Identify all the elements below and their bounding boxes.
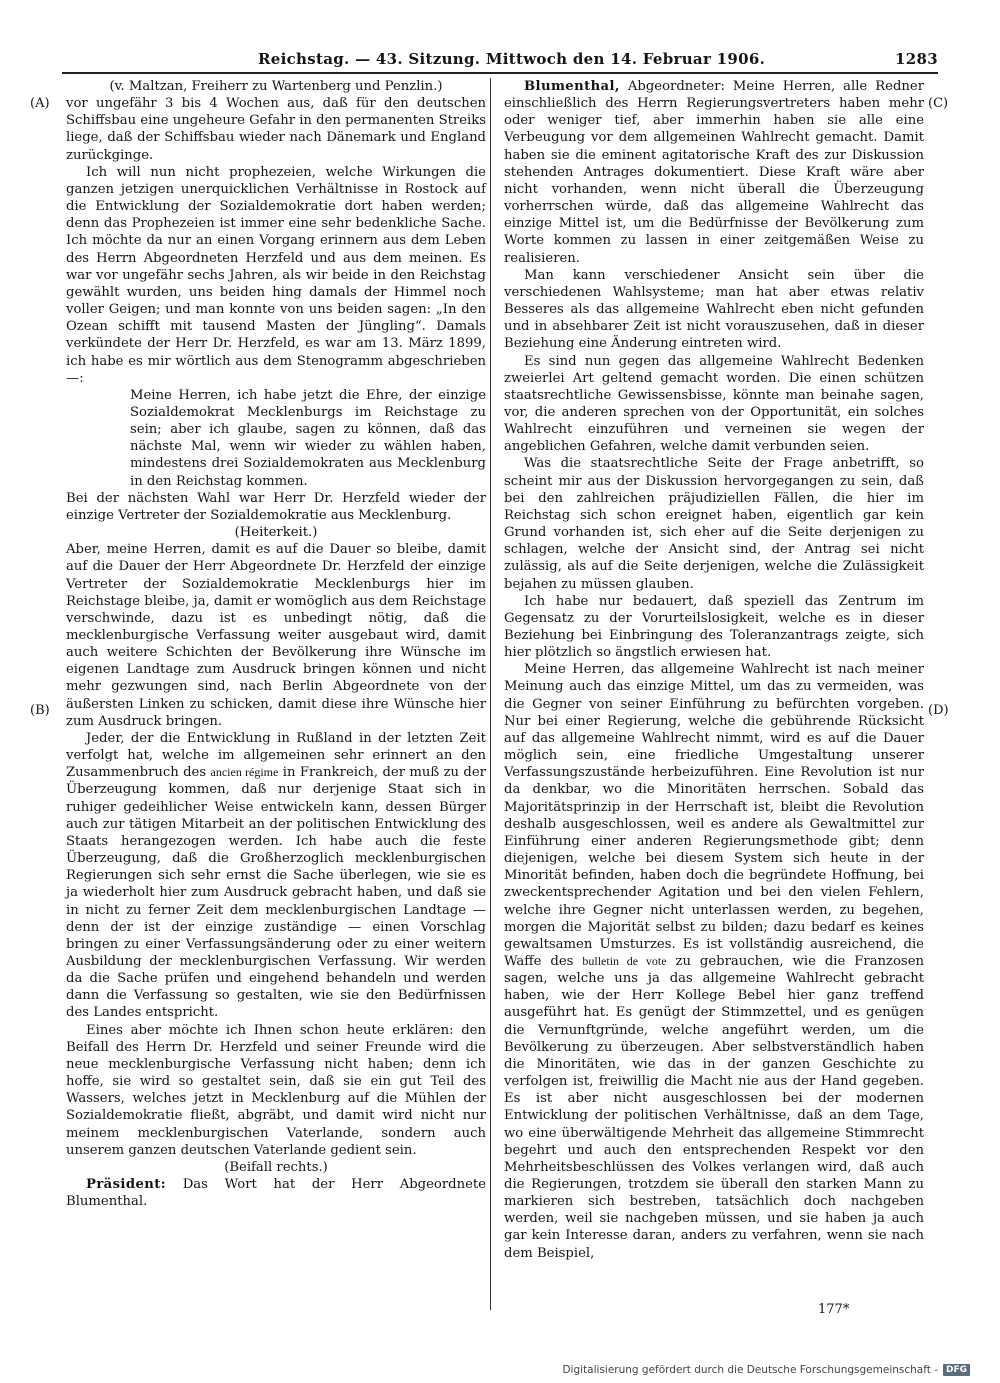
margin-marker-a: (A): [30, 96, 50, 111]
header-rule: [62, 72, 938, 74]
paragraph: Man kann verschiedener Ansicht sein über die verschiedenen Wahlsysteme; man hat aber etwas relativ Besseres als das allgemeine Wahlrecht eben nicht gefunden und in absehbarer Zeit ist nicht vorauszusehen, daß in dieser Beziehung eine Änderung eintreten wird.: [504, 267, 924, 352]
text-run: zu gebrauchen, wie die Franzosen sagen, welche uns ja das allgemeine Wahlrecht gebracht haben, wie der Herr Kollege Bebel hier ganz treffend ausgeführt hat. Es genügt der Stimmzettel, und es genügen die Vernunftgründe, welche angeführt werden, um die Bevölkerung zu überzeugen. Aber selbstverständlich haben die Minoritäten, wie das in der ganzen Geschichte zu verfolgen ist, freiwillig die Macht nie aus der Hand gegeben. Es ist aber nicht ausgeschlossen bei der modernen Entwicklung der politischen Verhältnisse, daß an dem Tage, wo eine überwältigende Mehrheit das allgemeine Stimmrecht begehrt und auch den entsprechenden Respekt vor den Mehrheitsbeschlüssen des Volkes verlangen wird, daß auch die Regierungen, trotzdem sie überall den starken Mann zu markieren sich bestreben, tatsächlich doch nachgeben werden, weil sie nachgeben müssen, und sie haben ja auch gar kein Interesse daran, anders zu verfahren, wenn sie nach dem Beispiel,: [504, 953, 925, 1261]
reaction-note: (Beifall rechts.): [224, 1159, 328, 1175]
paragraph: [66, 730, 486, 1022]
paragraph: Aber, meine Herren, damit es auf die Dauer so bleibe, damit auf die Dauer der Herr Abgeordnete Dr. Herzfeld der einzige Vertreter der Sozialdemokratie Mecklenburgs hier im Reichstage bleibe, ja, damit er womöglich aus dem Reichstage verschwinde, dazu ist es unbedingt nötig, daß die mecklenburgische Verfassung weiter ausgebaut wird, damit auch weitere Schichten der Bevölkerung ihre Wünsche im eigenen Landtage zum Ausdruck bringen können und nicht mehr gezwungen sind, nach Berlin Abgeordnete von der äußersten Linken zu schicken, damit diese ihre Wünsche hier zum Ausdruck bringen.: [66, 542, 486, 729]
margin-marker-c: (C): [928, 96, 949, 111]
column-divider: [490, 78, 491, 1310]
margin-marker-d: (D): [928, 703, 949, 718]
margin-marker-b: (B): [30, 703, 50, 718]
paragraph: Ich will nun nicht prophezeien, welche Wirkungen die ganzen jetzigen unerquicklichen Verhältnisse in Rostock auf die Entwicklung der Sozialdemokratie dort haben werden; denn das Prophezeien ist immer eine sehr bedenkliche Sache. Ich möchte da nur an einen Vorgang erinnern aus dem Leben des Herrn Abgeordneten Herzfeld und aus dem meinen. Es war vor ungefähr sechs Jahren, als wir beide in den Reichstag gewählt wurden, uns beiden hing damals der Himmel noch voller Geigen; und man konnte von uns beiden sagen: „In den Ozean schifft mit tausend Masten der Jüngling“. Damals verkündete der Herr Dr. Herzfeld, es war am 13. März 1899, ich habe es mir wörtlich aus dem Stenogramm abgeschrieben —:: [66, 164, 486, 386]
running-head: Reichstag. — 43. Sitzung. Mittwoch den 14. Februar 1906.: [258, 50, 766, 68]
paragraph: [504, 661, 924, 1261]
text-run: Abgeordneter: Meine Herren, alle Redner einschließlich des Herrn Regierungsvertreters haben mehr oder weniger tief, aber immerhin haben sie alle eine Verbeugung vor dem allgemeinen Wahlrecht gemacht. Damit haben sie die eminent agitatorische Kraft des zur Diskussion stehenden Antrages dokumentiert. Diese Kraft wäre aber nicht vorhanden, wenn nicht überall die Überzeugung vorherrschen würde, daß das allgemeine Wahlrecht das einzige Mittel ist, um die Bedürfnisse der Bevölkerung zum Worte kommen zu lassen in einer zeitgemäßen Weise zu realisieren.: [504, 79, 924, 266]
paragraph: Es sind nun gegen das allgemeine Wahlrecht Bedenken zweierlei Art geltend gemacht worden. Die einen schützen staatsrechtliche Gewissensbisse, könnte man beinahe sagen, vor, die anderen sprechen von der Opportunität, ein solches Wahlrecht einzuführen und verneinen sie wegen der angeblichen Gefahren, welche damit verbunden seien.: [504, 353, 924, 455]
paragraph: [66, 1176, 486, 1210]
footer: [562, 1364, 970, 1376]
paragraph: Ich habe nur bedauert, daß speziell das Zentrum im Gegensatz zu der Vorurteilslosigkeit, welche es in dieser Beziehung bei Einbringung des Toleranzantrags zeigte, sich hier plötzlich so ängstlich erwiesen hat.: [504, 593, 924, 661]
text-run: in Frankreich, der muß zu der Überzeugung kommen, daß nur derjenige Staat sich in ruhiger gedeihlicher Weise entwickeln kann, dessen Bürger auch zur tätigen Mitarbeit an der politischen Entwicklung des Staats herangezogen werden. Ich habe auch die feste Überzeugung, daß die Großherzoglich mecklenburgischen Regierungen sich sehr ernst die Sache überlegen, wie sie es ja wiederholt hier zum Ausdruck gebracht haben, und daß sie in nicht zu ferner Zeit dem mecklenburgischen Landtage — denn der ist der einzige zuständige — einen Vorschlag bringen zu einer Verfassungsänderung oder zu einer weitern Ausbildung der mecklenburgischen Verfassung. Wir werden da die Sache prüfen und eingehend behandeln und werden dann die Verfassung so gestalten, wie sie den Bedürfnissen des Landes entspricht.: [66, 765, 486, 1021]
paragraph: Eines aber möchte ich Ihnen schon heute erklären: den Beifall des Herrn Dr. Herzfeld und seiner Freunde wird die neue mecklenburgische Verfassung nicht haben; denn ich hoffe, sie wird so gestaltet sein, daß sie ein gut Teil des Wassers, welches jetzt in Mecklenburg auf die Mühlen der Sozialdemokratie fließt, abgräbt, und damit wird nicht nur meinem mecklenburgischen Vaterlande, sondern auch unserem ganzen deutschen Vaterlande gedient sein.: [66, 1022, 486, 1158]
foreign-phrase: bulletin de vote: [582, 953, 667, 968]
paragraph: Bei der nächsten Wahl war Herr Dr. Herzfeld wieder der einzige Vertreter der Sozialdemokratie aus Mecklenburg.: [66, 490, 486, 523]
text-run: Meine Herren, das allgemeine Wahlrecht ist nach meiner Meinung auch das einzige Mittel, um das zu vermeiden, was die Gegner von seiner Einführung zu befürchten vorgeben. Nur bei einer Regierung, welche die gebührende Rücksicht auf das allgemeine Wahlrecht nimmt, wird es auf die Dauer möglich sein, eine friedliche Umgestaltung unserer Verfassungszustände herbeizuführen. Eine Revolution ist nur da denkbar, wo die Minoritäten herrschen. Sobald das Majoritätsprinzip in der Herrschaft ist, bleibt die Revolution deshalb ausgeschlossen, weil es andere als Gewaltmittel zur Einführung einer anderen Regierungsmethode gibt; denn diejenigen, welche bei diesem System sich heute in der Minorität befinden, haben doch die begründete Hoffnung, bei zweckentsprechender Agitation und bei den vielen Fehlern, welche ihre Gegner nicht unterlassen werden, zu begehen, morgen die Majorität selbst zu bilden; dazu bedarf es keines gewaltsamen Umsturzes. Es ist vollständig ausreichend, die Waffe des: [504, 662, 924, 969]
footer-text: Digitalisierung gefördert durch die Deutsche Forschungsgemeinschaft -: [562, 1364, 938, 1376]
dfg-logo: DFG: [943, 1364, 970, 1376]
page-header: [62, 50, 938, 74]
paragraph: vor ungefähr 3 bis 4 Wochen aus, daß für den deutschen Schiffsbau eine ungeheure Gefahr in den permanenten Streiks liege, daß der Schiffsbau wieder nach Dänemark und England zurückginge.: [66, 96, 486, 163]
signature-mark: 177*: [818, 1302, 850, 1317]
paragraph: [504, 78, 924, 267]
block-quote: Meine Herren, ich habe jetzt die Ehre, der einzige Sozialdemokrat Mecklenburgs im Reichstage zu sein; aber ich glaube, sagen zu können, daß das nächste Mal, wenn wir wieder zu wählen haben, mindestens drei Sozialdemokraten aus Mecklenburg in den Reichstag kommen.: [130, 387, 486, 489]
reaction-note: (Heiterkeit.): [234, 525, 318, 541]
page-number: 1283: [895, 50, 938, 68]
speaker-name: Blumenthal,: [524, 79, 620, 94]
right-column: [504, 78, 924, 1262]
text-run: Jeder, der die Entwicklung in Rußland in der letzten Zeit verfolgt hat, welche im allgemeinen sehr erinnert an den Zusammenbruch des: [66, 730, 486, 781]
speaker-name: Präsident:: [86, 1177, 167, 1192]
foreign-phrase: ancien régime: [210, 765, 279, 780]
text-run: Das Wort hat der Herr Abgeordnete Blumenthal.: [66, 1177, 486, 1210]
paragraph: Was die staatsrechtliche Seite der Frage anbetrifft, so scheint mir aus der Diskussion hervorgegangen zu sein, daß bei den zahlreichen präjudiziellen Fällen, die hier im Reichstag sich schon ereignet haben, eigentlich gar kein Grund vorhanden ist, sich eher auf die Seite derjenigen zu schlagen, welche der Ansicht sind, der Antrag sei nicht zulässig, als auf die Seite derjenigen, welche die Zulässigkeit bejahen zu müssen glauben.: [504, 456, 924, 592]
left-column: [66, 78, 486, 1210]
speaker-continuation-head: (v. Maltzan, Freiherr zu Wartenberg und Penzlin.): [109, 79, 443, 94]
